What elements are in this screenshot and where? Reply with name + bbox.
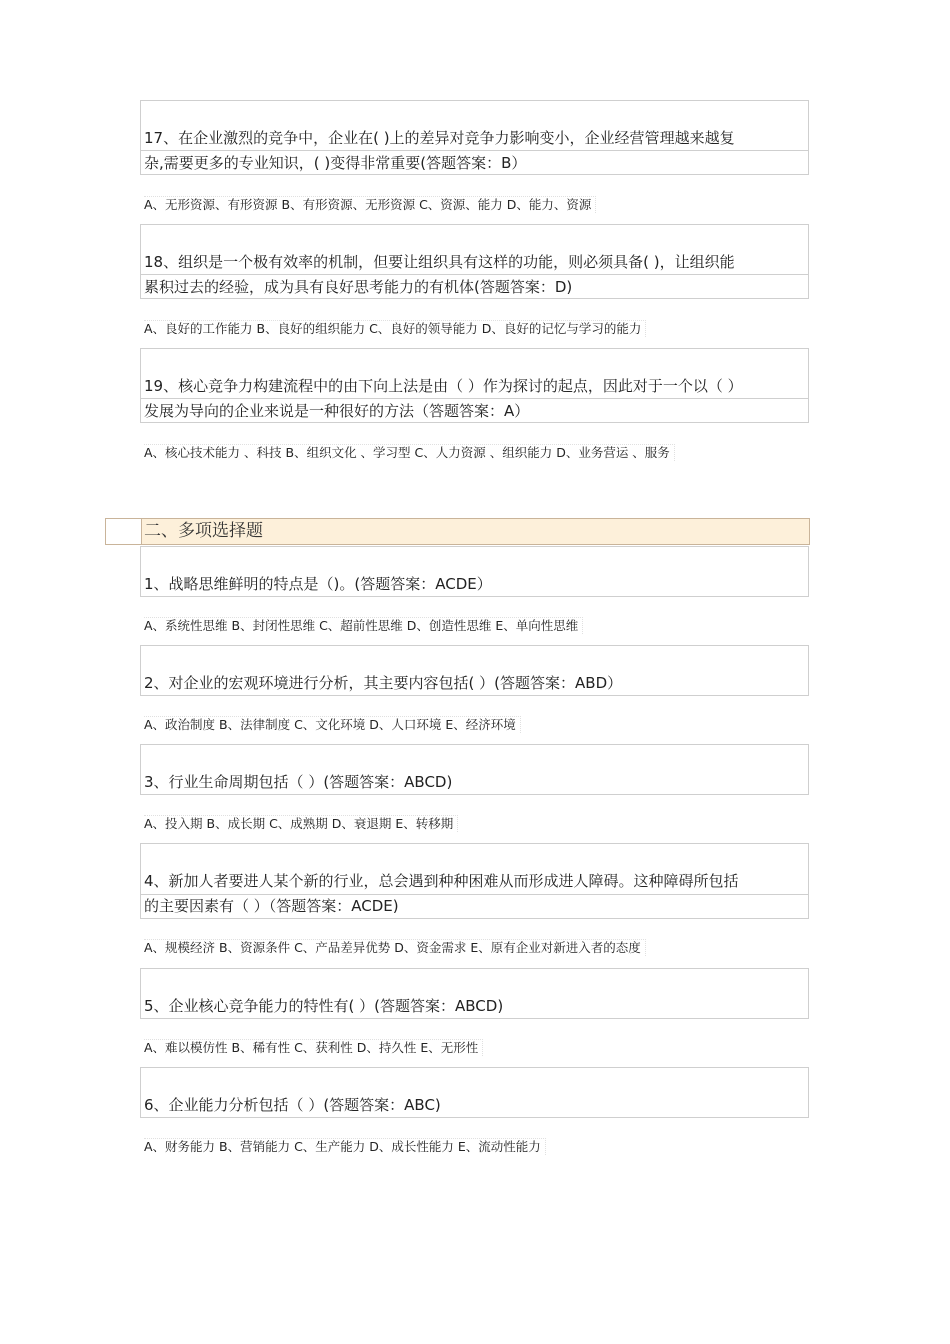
question-17-options: A、无形资源、有形资源 B、有形资源、无形资源 C、资源、能力 D、能力、资源 bbox=[144, 196, 596, 213]
mc-question-3-text: 3、行业生命周期包括（ ）(答题答案：ABCD) bbox=[144, 773, 453, 791]
mc-question-2-text: 2、对企业的宏观环境进行分析，其主要内容包括( ）(答题答案：ABD） bbox=[144, 674, 623, 692]
question-18-line-2: 累积过去的经验，成为具有良好思考能力的有机体(答题答案：D) bbox=[144, 278, 573, 296]
mc-question-4-line-2: 的主要因素有（ ）（答题答案：ACDE) bbox=[144, 897, 399, 915]
mc-question-1-options: A、系统性思维 B、封闭性思维 C、超前性思维 D、创造性思维 E、单向性思维 bbox=[144, 617, 583, 634]
section-header-multiple-choice bbox=[105, 518, 810, 545]
mc-question-6-options: A、财务能力 B、营销能力 C、生产能力 D、成长性能力 E、流动性能力 bbox=[144, 1138, 546, 1155]
mc-question-5-options: A、难以模仿性 B、稀有性 C、获利性 D、持久性 E、无形性 bbox=[144, 1039, 483, 1056]
question-19-line-1: 19、核心竞争力构建流程中的由下向上法是由（ ）作为探讨的起点，因此对于一个以（ ） bbox=[144, 377, 743, 395]
question-19-line-2: 发展为导向的企业来说是一种很好的方法（答题答案：A） bbox=[144, 402, 530, 420]
section-title: 二、多项选择题 bbox=[144, 521, 263, 541]
mc-question-3-options: A、投入期 B、成长期 C、成熟期 D、衰退期 E、转移期 bbox=[144, 815, 458, 832]
mc-question-4-line-1: 4、新加人者要进人某个新的行业，总会遇到种种困难从而形成进人障碍。这种障碍所包括 bbox=[144, 872, 739, 890]
question-17-line-1: 17、在企业激烈的竞争中，企业在( )上的差异对竞争力影响变小，企业经营管理越来越复 bbox=[144, 129, 735, 147]
mc-question-1-text: 1、战略思维鲜明的特点是（)。(答题答案：ACDE） bbox=[144, 575, 492, 593]
question-18-line-1: 18、组织是一个极有效率的机制，但要让组织具有这样的功能，则必须具备( )，让组织能 bbox=[144, 253, 735, 271]
question-18-options: A、良好的工作能力 B、良好的组织能力 C、良好的领导能力 D、良好的记忆与学习的能力 bbox=[144, 320, 646, 337]
mc-question-6-text: 6、企业能力分析包括（ ）(答题答案：ABC) bbox=[144, 1096, 441, 1114]
question-19-options: A、核心技术能力 、科技 B、组织文化 、学习型 C、人力资源 、组织能力 D、业务营运 、服务 bbox=[144, 444, 675, 461]
mc-question-4-options: A、规模经济 B、资源条件 C、产品差异优势 D、资金需求 E、原有企业对新进入者的态度 bbox=[144, 939, 646, 956]
question-17-line-2: 杂,需要更多的专业知识，( )变得非常重要(答题答案：B） bbox=[144, 154, 527, 172]
section-header-stub bbox=[106, 519, 142, 544]
mc-question-2-options: A、政治制度 B、法律制度 C、文化环境 D、人口环境 E、经济环境 bbox=[144, 716, 521, 733]
mc-question-5-text: 5、企业核心竞争能力的特性有( ）(答题答案：ABCD) bbox=[144, 997, 504, 1015]
